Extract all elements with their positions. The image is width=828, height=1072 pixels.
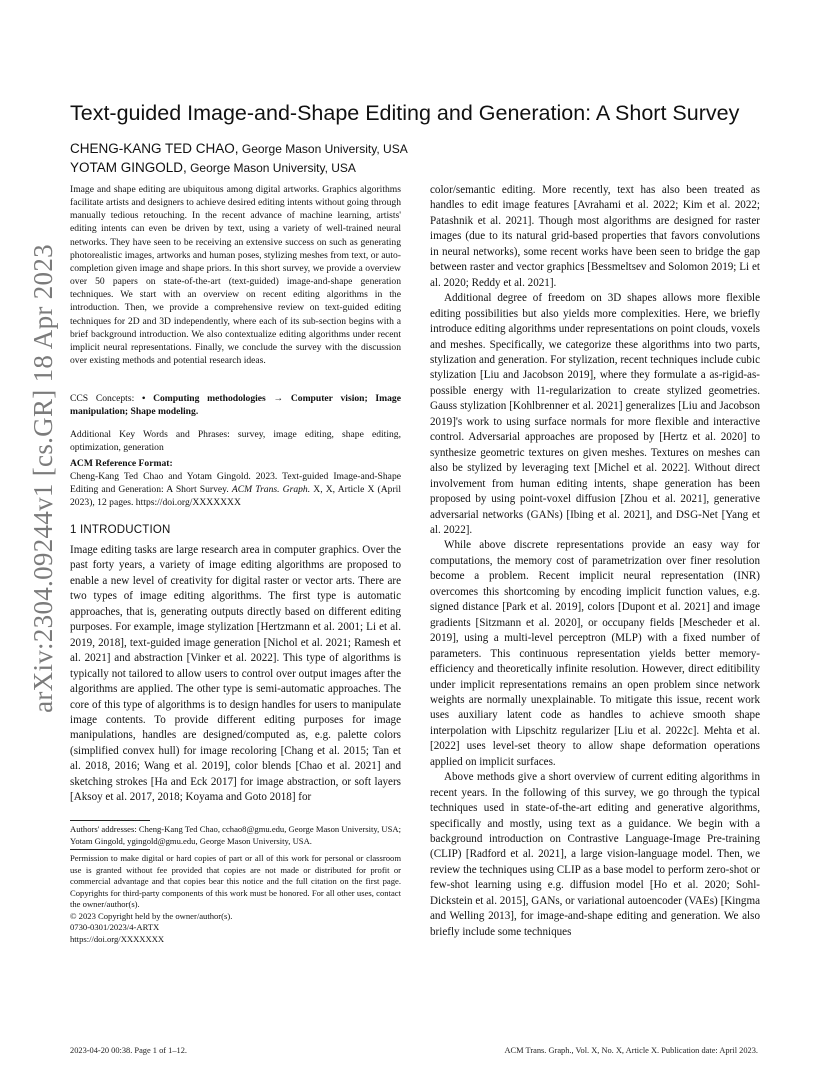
author-affiliation: George Mason University, USA <box>238 142 408 156</box>
paper-title: Text-guided Image-and-Shape Editing and Generation: A Short Survey <box>70 101 740 125</box>
author-name: CHENG-KANG TED CHAO, <box>70 141 239 156</box>
keywords-label: Additional Key Words and Phrases: <box>70 429 238 440</box>
keywords <box>70 428 401 454</box>
body-paragraph: Additional degree of freedom on 3D shapes allows more flexible editing possibilities but also yields more complexities. Here, we briefly introduce editing algorithms under representations on point clouds, voxels and meshes. Specifically, we categorize these algorithms into two parts, stylization and generation. For stylization, recent techniques include cubic stylization [Liu and Jacobson 2019], where they formulate a as-rigid-as-possible energy with l1-regularization to create stylized geometries. Gauss stylization [Kohlbrenner et al. 2021] generalizes [Liu and Jacobson 2019]'s work to using surface normals for more flexible and interactive control. Adversarial approaches are proposed by [Hertz et al. 2020] to synthesize geometric textures on given meshes. Textures on meshes can also be stylized by leveraging text [Michel et al. 2022]. Without direct involvement from human editing intents, shape generation has been proposed by using point-voxel diffusion [Zhou et al. 2021], generative adversarial networks (GANs) [Ibing et al. 2021], and DSG-Net [Yang et al. 2022]. <box>430 292 760 536</box>
acm-reference-text-end: X, X, Article X (April 2023), 12 pages. https://doi.org/XXXXXXX <box>70 484 401 509</box>
arxiv-identifier <box>6 243 80 713</box>
body-paragraph: Above methods give a short overview of current editing algorithms in recent years. In the following of this survey, we go through the typical techniques used in state-of-the-art editing and generative algorithms, specifically and mostly, using text as a guidance. We begin with a background introduction on Contrastive Language-Image Pre-training (CLIP) [Radford et al. 2021], a large vision-language model. Then, we review the techniques using CLIP as a base model to perform zero-shot or few-shot learning using e.g. diffusion model [Ho et al. 2020; Sohl-Dickstein et al. 2015], GANs, or variational autoencoder (VAEs) [Kingma and Welling 2013], for image-and-shape editing and generation. We also briefly include some techniques <box>430 771 760 938</box>
ccs-concepts <box>70 392 401 418</box>
authors-address-text: Authors' addresses: Cheng-Kang Ted Chao, cchao8@gmu.edu, George Mason University, USA; Yotam Gingold, ygingold@gmu.edu, George Mason University, USA. <box>70 824 401 846</box>
section-heading-introduction: 1 INTRODUCTION <box>70 524 171 536</box>
author-affiliation: George Mason University, USA <box>186 161 356 175</box>
introduction-column-1 <box>70 543 401 806</box>
authors-address <box>70 824 401 847</box>
footer-journal-info: ACM Trans. Graph., Vol. X, No. X, Article X. Publication date: April 2023. <box>504 1046 758 1055</box>
footnote-divider <box>70 820 150 821</box>
author-name: YOTAM GINGOLD, <box>70 160 187 175</box>
keywords-text: survey, image editing, shape editing, optimization, generation <box>70 429 401 454</box>
ccs-bullet: • <box>141 393 154 404</box>
acm-reference-format <box>70 457 401 510</box>
acm-reference-journal: ACM Trans. Graph. <box>231 484 311 496</box>
author-line-1 <box>70 141 770 156</box>
permission-text: Permission to make digital or hard copies of part or all of this work for personal or classroom use is granted without fee provided that copies are not made or distributed for profit or commercial advantage and that copies bear this notice and the full citation on the first page. Copyrights for third-party components of this work must be honored. For all other uses, contact the owner/author(s). <box>70 853 401 909</box>
body-paragraph: color/semantic editing. More recently, text has also been treated as handles to edit image features [Avrahami et al. 2022; Kim et al. 2022; Patashnik et al. 2021]. Though most algorithms are designed for raster images (due to its natural grid-based properties that favors convolutions in neural networks), some recent works have been seen to bridge the gap between raster and vector graphics [Bessmeltsev and Solomon 2019; Li et al. 2020; Reddy et al. 2021]. <box>430 184 760 289</box>
issn-line: 0730-0301/2023/4-ARTX <box>70 922 160 932</box>
ccs-label: CCS Concepts: <box>70 393 142 404</box>
footer-page-info: 2023-04-20 00:38. Page 1 of 1–12. <box>70 1046 188 1055</box>
body-paragraph: While above discrete representations provide an easy way for computations, the memory cost of parametrization over finer resolution become a problem. Recent implicit neural representation (INR) overcomes this shortcoming by encoding implicit function values, e.g. signed distance [Park et al. 2019], colors [Dupont et al. 2021] and image gradients [Sitzmann et al. 2020], or occupany fields [Mescheder et al. 2019], using a multi-level perceptron (MLP) with a fixed number of parameters. This continuous representation yields better memory-efficiency and theoretically infinite resolution. However, direct editibility under implicit representations remains an open problem since network weights are normally unexplainable. To mitigate this issue, recent work uses auxiliary latent code as handles to achieve smooth shape interpolation with Lipschitz regularizer [Liu et al. 2022c]. Mehta et al. [2022] uses level-set theory to allow shape deformation operations applied on implicit surfaces. <box>430 539 760 768</box>
abstract-text: Image and shape editing are ubiquitous among digital artworks. Graphics algorithms facilitate artists and designers to achieve desired editing intents without going through manually tedious retouching. In the recent advance of machine learning, artists' editing intents can even be driven by text, using a variety of well-trained neural networks. They have seen to be receiving an extensive success on such as generating photorealistic images, artworks and human poses, stylizing meshes from text, or auto-completion given image and shape priors. In this short survey, we provide a overview over 50 papers on state-of-the-art (text-guided) image-and-shape generation techniques. We start with an overview on recent editing algorithms in the introduction. Then, we provide a comprehensive review on text-guided editing techniques for 2D and 3D independently, where each of its sub-section begins with a brief background introduction. We also contextualize editing algorithms under recent implicit neural representations. Finally, we conclude the survey with the discussion over existing methods and potential research ideas. <box>70 184 401 367</box>
copyright-line: © 2023 Copyright held by the owner/author(s). <box>70 910 233 921</box>
ccs-concepts-text: Computing methodologies → Computer vision; Image manipulation; Shape modeling. <box>70 393 401 418</box>
introduction-paragraph: Image editing tasks are large research area in computer graphics. Over the past forty years, a variety of image editing algorithms are proposed to enable a new level of creativity for digital raster or vector arts. There are two types of image editing algorithms. The first type is automatic approaches, that is, generating outputs directly based on different editing purposes. For example, image stylization [Hertzmann et al. 2001; Li et al. 2019, 2018], text-guided image generation [Nichol et al. 2021; Ramesh et al. 2021] and abstraction [Vinker et al. 2022]. This type of algorithms is typically not tailored to allow users to control over output images after the algorithms are applied. The other type is semi-automatic approaches. The core of this type of algorithms is to design handles for users to manipulate image contents. To provide different editing purposes for image manipulations, handles are designed/computed as, e.g. palette colors (simplified convex hull) for image recoloring [Chang et al. 2015; Tan et al. 2018, 2016; Wang et al. 2019], color blends [Chao et al. 2021] and sketching strokes [Ha and Eck 2017] for image abstraction, or soft layers [Aksoy et al. 2017, 2018; Koyama and Goto 2018] for <box>70 544 401 804</box>
abstract <box>70 183 401 367</box>
permission-notice <box>70 853 401 945</box>
author-line-2 <box>70 160 770 175</box>
arxiv-identifier-text: arXiv:2304.09244v1 [cs.GR] 18 Apr 2023 <box>27 243 58 713</box>
doi-line: https://doi.org/XXXXXXX <box>70 933 165 944</box>
acm-reference-heading: ACM Reference Format: <box>70 458 173 469</box>
body-column-2 <box>430 183 760 940</box>
acm-reference-text: Cheng-Kang Ted Chao and Yotam Gingold. 2023. Text-guided Image-and-Shape Editing and Generation: A Short Survey. <box>70 471 401 496</box>
footnote-divider <box>70 849 150 850</box>
